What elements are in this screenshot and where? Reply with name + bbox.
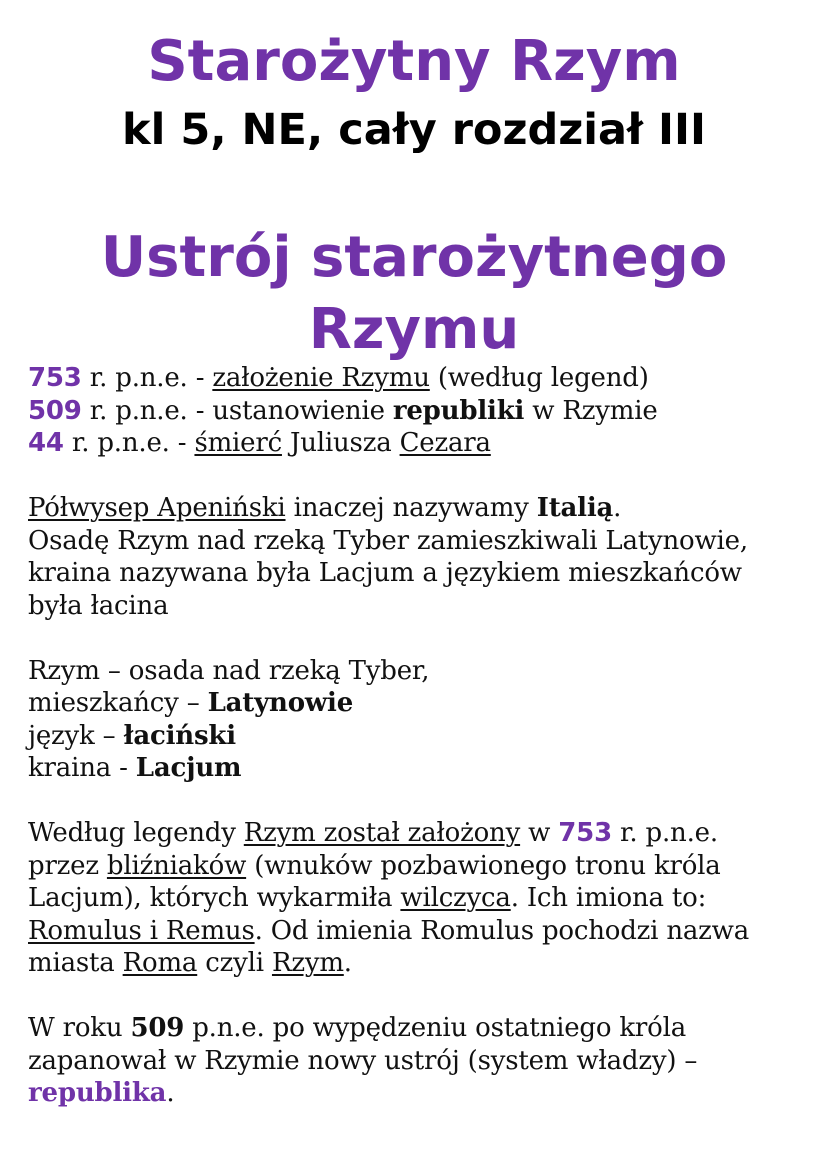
document-subtitle: kl 5, NE, cały rozdział III [122, 105, 706, 155]
paragraph-text: czyli [197, 948, 272, 978]
timeline-text: (według legend) [429, 363, 649, 393]
paragraph-line [28, 882, 818, 915]
timeline-text: r. p.n.e. - [63, 428, 195, 458]
paragraph-text: . Od imienia Romulus pochodzi nazwa [254, 915, 750, 946]
timeline-line [28, 427, 818, 460]
underlined-term: śmierć [194, 428, 282, 458]
fact-line [28, 655, 818, 688]
timeline-year: 753 [28, 363, 82, 393]
fact-value: łaciński [123, 720, 236, 751]
paragraph-line [28, 492, 818, 525]
fact-line [28, 752, 818, 785]
paragraph-gap [28, 980, 818, 1013]
fact-value: Lacjum [135, 753, 242, 783]
paragraph-text: Według legendy [28, 818, 244, 848]
fact-line [28, 720, 818, 753]
fact-value: Latynowie [207, 688, 354, 718]
fact-line [28, 687, 818, 720]
paragraph-text: . [343, 948, 352, 978]
paragraph-gap [28, 785, 818, 818]
fact-label: mieszkańcy – [28, 688, 208, 718]
paragraph-line: była łacina [28, 590, 169, 621]
highlight-term: republika [28, 1078, 167, 1108]
fact-label: Rzym – osada nad rzeką Tyber, [28, 655, 430, 686]
bold-term: 509 [130, 1013, 185, 1043]
paragraph-line [28, 1012, 818, 1045]
underlined-term: wilczyca [400, 883, 511, 913]
section-heading [0, 222, 828, 366]
paragraph-line: Osadę Rzym nad rzeką Tyber zamieszkiwali Latynowie, [28, 525, 748, 556]
underlined-term: Roma [122, 948, 198, 978]
timeline-text: w Rzymie [524, 395, 658, 426]
paragraph-line [28, 915, 818, 948]
paragraph-text: inaczej nazywamy [285, 493, 537, 523]
underlined-term: Rzym [271, 948, 344, 978]
fact-label: język – [28, 720, 124, 751]
underlined-term: Półwysep Apeniński [28, 493, 286, 523]
timeline-text: r. p.n.e. - ustanowienie [81, 395, 393, 426]
paragraph-line [28, 947, 818, 980]
paragraph-gap [28, 622, 818, 655]
timeline-text: Juliusza [281, 428, 400, 458]
paragraph-line [28, 817, 818, 850]
timeline-year: 509 [28, 395, 82, 426]
paragraph-text: (wnuków pozbawionego tronu króla [246, 850, 721, 881]
underlined-term: założenie Rzymu [212, 363, 430, 393]
highlight-year: 753 [558, 818, 612, 848]
paragraph-text: . [166, 1078, 175, 1108]
document-title: Starożytny Rzym [147, 29, 681, 94]
paragraph-gap [28, 460, 818, 493]
underlined-term: Romulus i Remus [28, 915, 255, 946]
fact-label: kraina - [28, 753, 136, 783]
paragraph-text: przez [28, 850, 107, 881]
section-heading-line1: Ustrój starożytnego [100, 225, 728, 290]
paragraph-text: miasta [28, 948, 123, 978]
paragraph-text: W roku [28, 1013, 131, 1043]
timeline-year: 44 [28, 428, 64, 458]
underlined-term: Rzym został założony [243, 818, 521, 848]
paragraph-line [28, 1077, 818, 1110]
bold-term: republiki [392, 395, 525, 426]
paragraph-text: p.n.e. po wypędzeniu ostatniego króla [184, 1013, 687, 1043]
paragraph-text: . Ich imiona to: [510, 883, 707, 913]
document-body [28, 362, 818, 1110]
timeline-line [28, 362, 818, 395]
paragraph-text: w [520, 818, 559, 848]
paragraph-line: zapanował w Rzymie nowy ustrój (system władzy) – [28, 1045, 698, 1076]
underlined-term: Cezara [399, 428, 491, 458]
underlined-term: bliźniaków [106, 850, 247, 881]
paragraph-text: Lacjum), których wykarmiła [28, 883, 401, 913]
timeline-line [28, 395, 818, 428]
paragraph-line [28, 850, 818, 883]
paragraph-text: . [613, 493, 622, 523]
section-heading-line2: Rzymu [308, 297, 520, 362]
timeline-text: r. p.n.e. - [81, 363, 213, 393]
paragraph-text: r. p.n.e. [611, 818, 718, 848]
bold-term: Italią [536, 493, 614, 523]
paragraph-line: kraina nazywana była Lacjum a językiem mieszkańców [28, 558, 742, 588]
